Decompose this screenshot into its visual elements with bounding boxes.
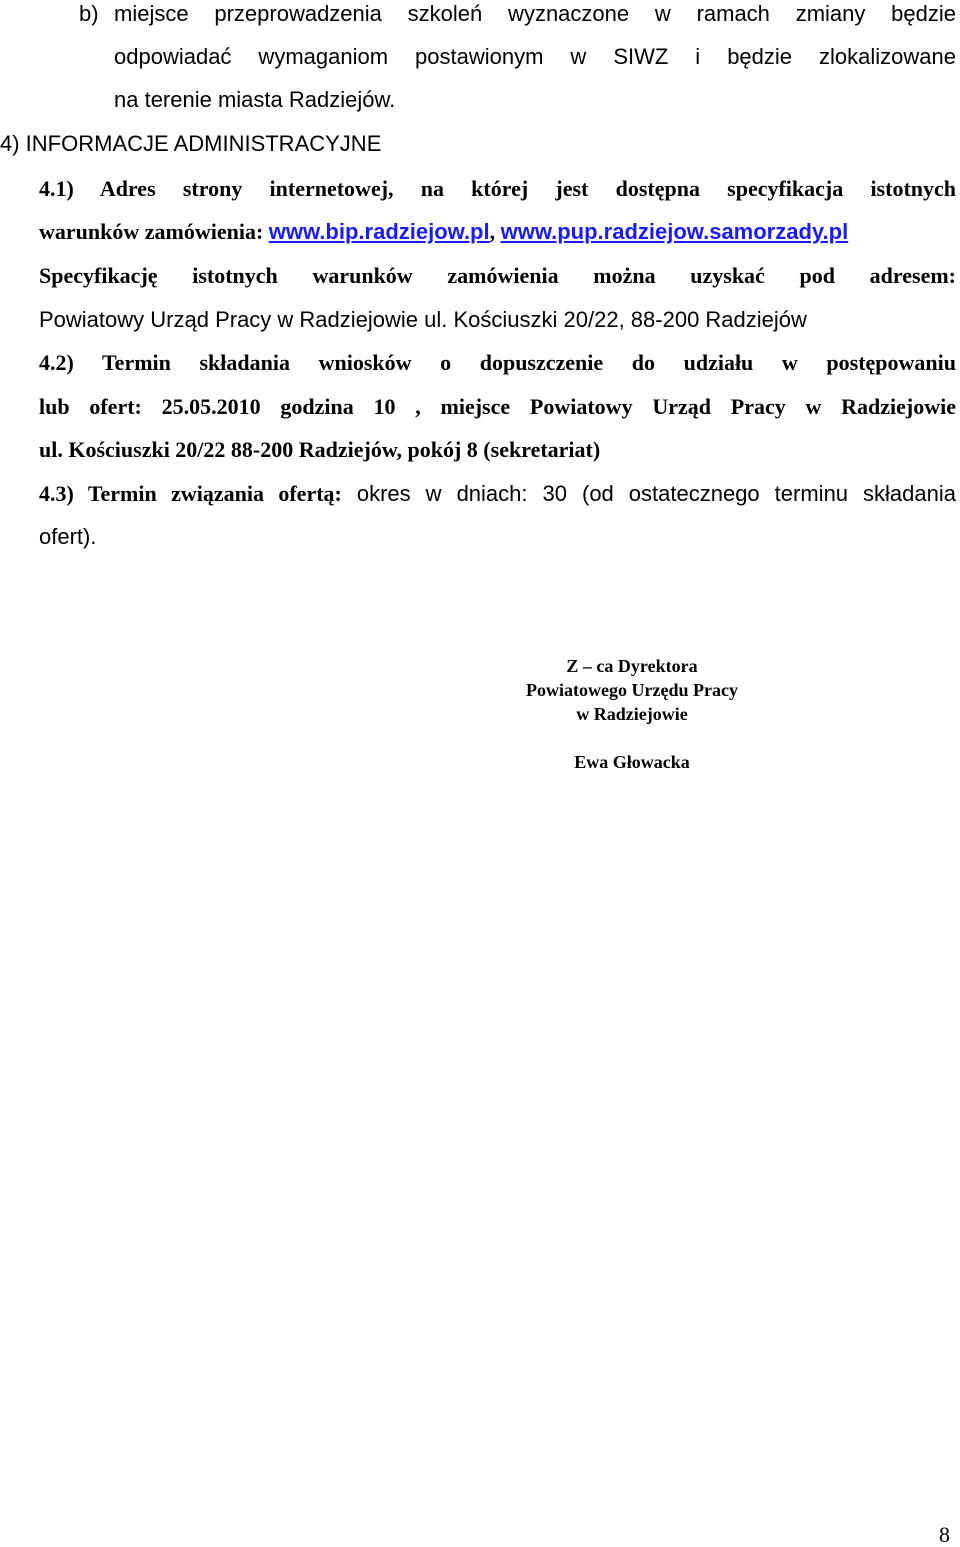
s43-bold: 4.3) Termin związania ofertą: xyxy=(39,481,342,506)
s41-line-2 xyxy=(39,219,848,245)
item-b-line-2: odpowiadać wymaganiom postawionym w SIWZ i będzie zlokalizowane xyxy=(114,44,956,69)
s41-line-3: Specyfikację istotnych warunków zamówienia można uzyskać pod adresem: xyxy=(39,263,956,288)
item-b-line-1: miejsce przeprowadzenia szkoleń wyznaczone w ramach zmiany będzie xyxy=(114,1,956,26)
signature-title: Z – ca Dyrektora xyxy=(566,656,698,676)
page-number: 8 xyxy=(939,1522,950,1547)
item-b-label: b) xyxy=(79,1,99,26)
bip-link[interactable]: www.bip.radziejow.pl xyxy=(268,219,490,244)
s42-line-2: lub ofert: 25.05.2010 godzina 10 , miejsce Powiatowy Urząd Pracy w Radziejowie xyxy=(39,394,956,419)
s41-line-4: Powiatowy Urząd Pracy w Radziejowie ul. Kościuszki 20/22, 88-200 Radziejów xyxy=(39,307,807,332)
signature-city: w Radziejowie xyxy=(576,704,688,724)
s42-line-1: 4.2) Termin składania wniosków o dopuszczenie do udziału w postępowaniu xyxy=(39,350,956,375)
s41-line-1: 4.1) Adres strony internetowej, na której jest dostępna specyfikacja istotnych xyxy=(39,176,956,201)
signature-office: Powiatowego Urzędu Pracy xyxy=(526,680,738,700)
link-separator: , xyxy=(489,219,501,244)
s43-line-2: ofert). xyxy=(39,524,97,549)
pup-link[interactable]: www.pup.radziejow.samorzady.pl xyxy=(500,219,849,244)
s42-line-3: ul. Kościuszki 20/22 88-200 Radziejów, pokój 8 (sekretariat) xyxy=(39,437,601,462)
s41-prefix: warunków zamówienia: xyxy=(39,219,269,244)
s43-line-1 xyxy=(39,481,956,507)
s43-rest: okres w dniach: 30 (od ostatecznego terminu składania xyxy=(341,481,956,506)
signature-name: Ewa Głowacka xyxy=(574,752,690,772)
item-b-line-3: na terenie miasta Radziejów. xyxy=(114,87,396,112)
section-heading: 4) INFORMACJE ADMINISTRACYJNE xyxy=(0,131,382,156)
